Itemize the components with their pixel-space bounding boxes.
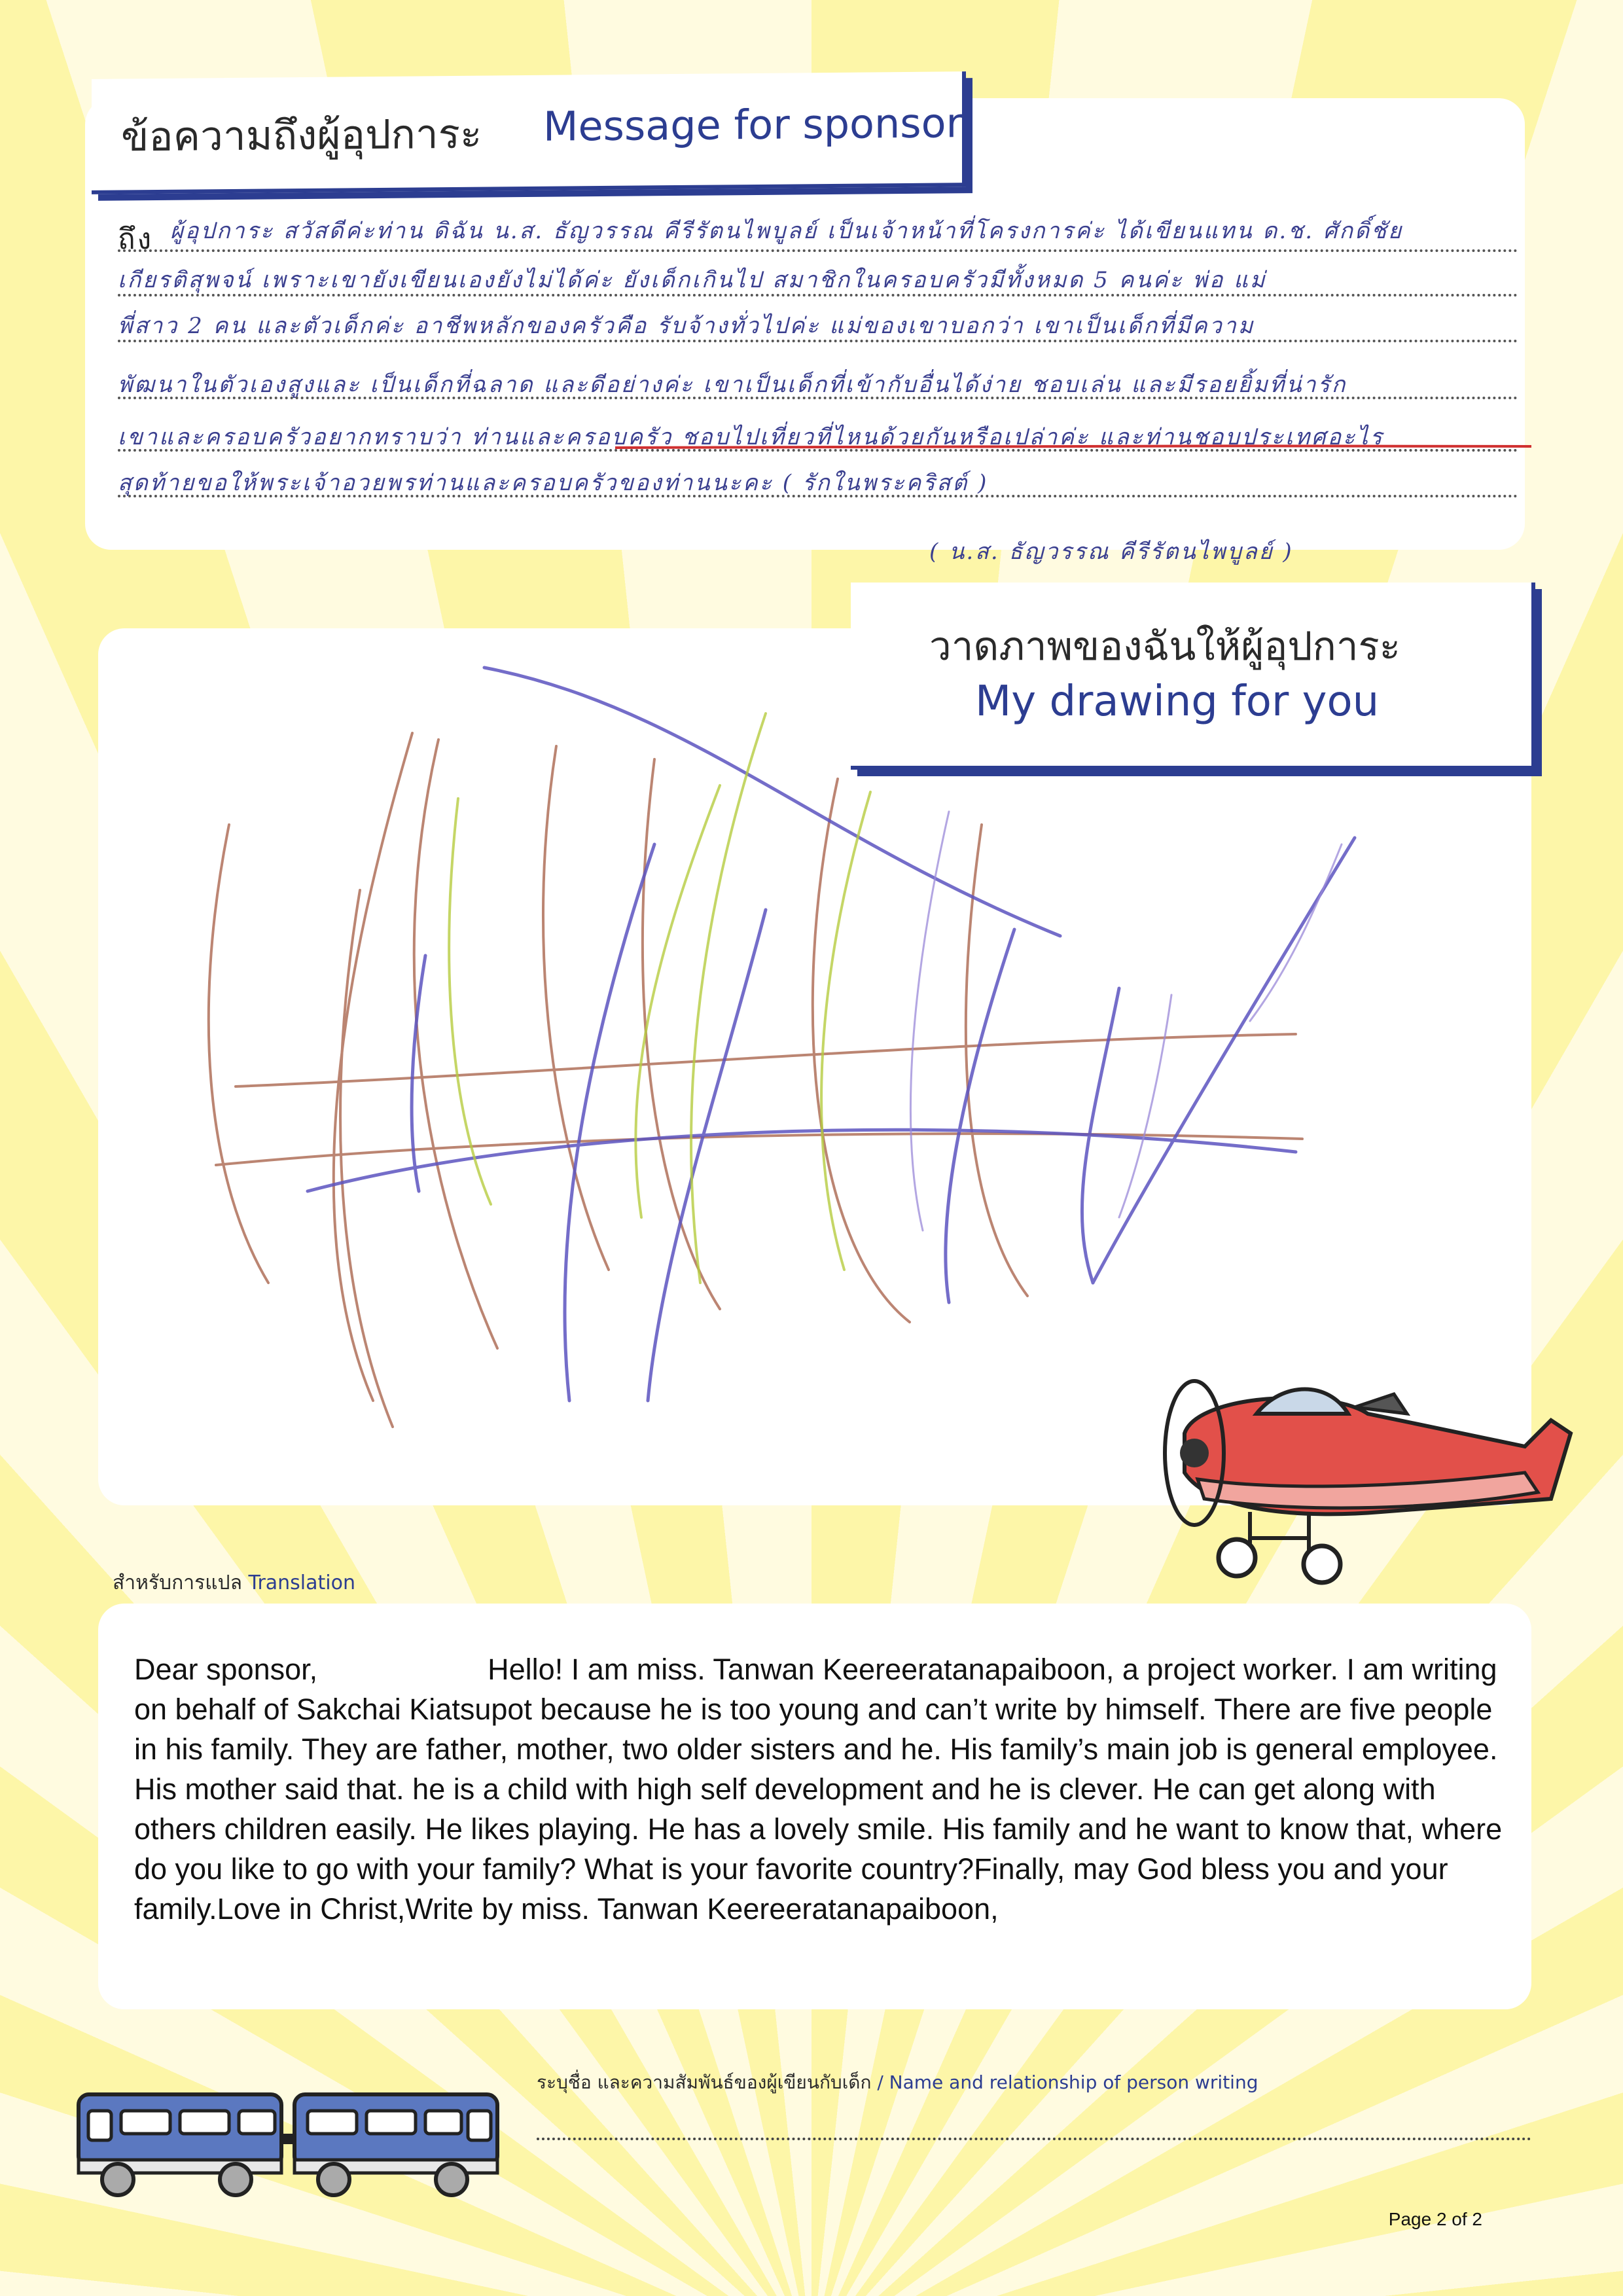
handwritten-signature: ( น.ส. ธัญวรรณ คีรีรัตนไพบูลย์ ) xyxy=(929,539,1294,565)
message-header-banner xyxy=(92,71,966,194)
dotted-line-3 xyxy=(118,339,1518,342)
dotted-line-6 xyxy=(118,494,1518,497)
airplane-illustration xyxy=(1158,1342,1577,1590)
red-underline-mark xyxy=(615,444,1531,452)
dotted-line-4 xyxy=(118,396,1518,399)
translation-label-thai: สำหรับการแปล xyxy=(113,1571,242,1594)
page-number: Page 2 of 2 xyxy=(1388,2209,1482,2229)
translation-body: Hello! I am miss. Tanwan Keereeratanapaiboon, a project worker. I am writing on behalf of Sakchai Kiatsupot because he is too young and can’t write by himself. There are five people in his family. They are father, mother, two older sisters and he. His family’s main job is general employee. His mother said that. he is a child with high self development and he is clever. He can get along with others children easily. He likes playing. He has a lovely smile. His family and he want to know that, where do you like to go with your family? What is your favorite country?Finally, may God bless you and your family.Love in Christ,Write by miss. Tanwan Keereeratanapaiboon, xyxy=(134,1653,1503,1926)
handwritten-prefix: ถึง xyxy=(118,223,154,256)
handwritten-line-2: เกียรติสุพจน์ เพราะเขายังเขียนเองยังไม่ได้ค่ะ ยังเด็กเกินไป สมาชิกในครอบครัวมีทั้งหมด 5 คนค่ะ พ่อ แม่ xyxy=(118,267,1267,293)
translation-label-english: Translation xyxy=(248,1571,355,1594)
handwritten-line-5: เขาและครอบครัวอยากทราบว่า ท่านและครอบครัว ชอบไปเที่ยวที่ไหนด้วยกันหรือเปล่าค่ะ และท่านชอบประเทศอะไร xyxy=(118,424,1384,450)
handwritten-line-1: ผู้อุปการะ สวัสดีค่ะท่าน ดิฉัน น.ส. ธัญวรรณ คีรีรัตนไพบูลย์ เป็นเจ้าหน้าที่โครงการค่ะ ได้เขียนแทน ด.ช. ศักดิ์ชัย xyxy=(170,218,1404,244)
handwritten-line-4: พัฒนาในตัวเองสูงและ เป็นเด็กที่ฉลาด และดีอย่างค่ะ เขาเป็นเด็กที่เข้ากับอื่นได้ง่าย ชอบเล่น และมีรอยยิ้มที่น่ารัก xyxy=(118,372,1347,398)
handwritten-line-6: สุดท้ายขอให้พระเจ้าอวยพรท่านและครอบครัวของท่านนะคะ ( รักในพระคริสต์ ) xyxy=(118,470,989,496)
bus-illustration xyxy=(72,2081,504,2206)
writer-label-english: Name and relationship of person writing xyxy=(889,2072,1258,2093)
scribble-green-yellow-strokes xyxy=(449,713,870,1283)
writer-name-dotted-line xyxy=(537,2137,1531,2140)
writer-name-relationship-label: ระบุชื่อ และความสัมพันธ์ของผู้เขียนกับเด็ก / Name and relationship of person writing xyxy=(537,2072,1258,2093)
dotted-line-2 xyxy=(118,293,1518,296)
handwritten-line-3: พี่สาว 2 คน และตัวเด็กค่ะ อาชีพหลักของครัวคือ รับจ้างทั่วไปค่ะ แม่ของเขาบอกว่า เขาเป็นเด็กที่มีความ xyxy=(118,313,1255,339)
message-header-thai: ข้อความถึงผู้อุปการะ xyxy=(121,109,482,161)
scribble-blue-strokes xyxy=(308,668,1355,1401)
translation-greeting: Dear sponsor, xyxy=(134,1653,318,1686)
drawing-header-english: My drawing for you xyxy=(975,677,1380,726)
translation-text xyxy=(134,1649,1508,1929)
message-header-english: Message for sponsor xyxy=(543,99,963,151)
translation-label xyxy=(113,1568,355,1598)
scribble-brown-strokes xyxy=(209,733,1302,1427)
writer-label-thai: ระบุชื่อ และความสัมพันธ์ของผู้เขียนกับเด็ก xyxy=(537,2072,872,2093)
drawing-header-thai: วาดภาพของฉันให้ผู้อุปการะ xyxy=(929,624,1400,670)
dotted-line-1 xyxy=(118,249,1518,252)
